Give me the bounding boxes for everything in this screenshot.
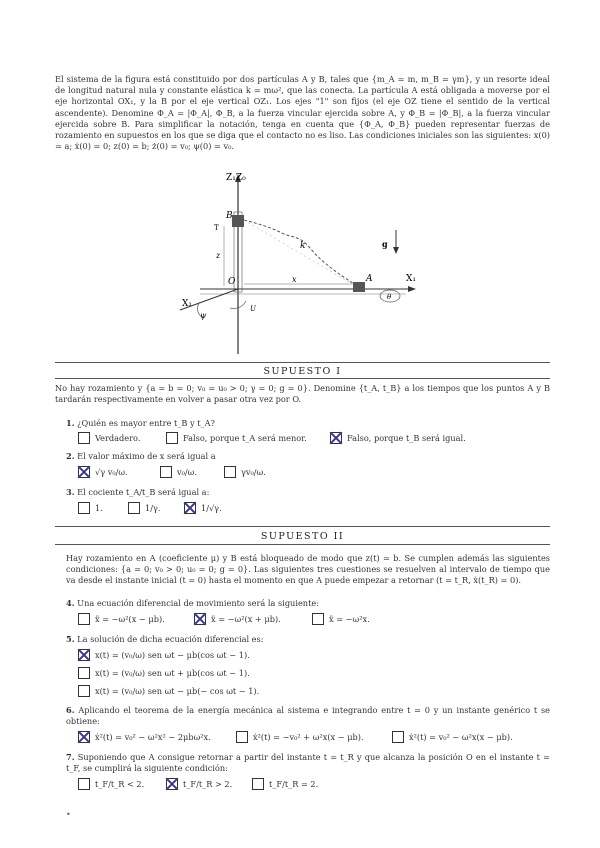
checkbox[interactable] — [78, 667, 90, 679]
q4-option-a[interactable]: ẍ = −ω²(x − μb). — [78, 613, 165, 625]
label-x-oblique: X₁ — [182, 299, 193, 309]
checkbox[interactable] — [78, 685, 90, 697]
q7-option-c[interactable]: t_F/t_R = 2. — [252, 778, 318, 790]
q4-option-b[interactable]: ẍ = −ω²(x + μb). — [194, 613, 281, 625]
divider — [55, 378, 550, 379]
checkbox-checked[interactable] — [78, 731, 90, 743]
problem-statement: El sistema de la figura está constituido por dos partículas A y B, tales que {m_A = m, m_B = γm}, y un resorte ideal de longitud natural nula y constante elástica k = mω², que las conecta. La partícula A está obligada a moverse por el eje horizontal OX₁, y la B por el eje vertical OZ₁. Los ejes "1" son fijos (el eje OZ tiene el sentido de la vertical ascendente). Denomine Φ_A = |Φ_A|, Φ_B, a la fuerza vincular ejercida sobre A, y Φ_B = |Φ_B|, a la fuerza vincular ejercida sobre B. Para simplificar la notación, tenga en cuenta que {Φ_A, Φ_B} pueden representar fuerzas de rozamiento en supuestos en los que se diga que el contacto no es liso. Las condiciones iniciales son las siguientes: x(0) = a; ẋ(0) = 0; z(0) = b; ż(0) = v₀; ψ(0) = v₀. — [55, 74, 550, 152]
label-b: B — [226, 211, 233, 221]
checkbox[interactable] — [236, 731, 248, 743]
label-x-axis: X₁ — [406, 274, 417, 284]
checkbox-checked[interactable] — [166, 778, 178, 790]
checkbox-checked[interactable] — [194, 613, 206, 625]
checkbox[interactable] — [392, 731, 404, 743]
question-1: 1. ¿Quién es mayor entre t_B y t_A? — [66, 418, 215, 428]
checkbox[interactable] — [252, 778, 264, 790]
q5-option-b[interactable]: x(t) = (v₀/ω) sen ωt + μb(cos ωt − 1). — [78, 667, 250, 679]
section-1-intro: No hay rozamiento y {a = b = 0; v₀ = u₀ > 0; γ = 0; g = 0}. Denomine {t_A, t_B} a los tiempos que los puntos A y B tardarán respectivamente en volver a pasar otra vez por O. — [55, 383, 550, 404]
q2-option-a[interactable]: √γ v₀/ω. — [78, 466, 128, 478]
section-title-2: SUPUESTO II — [260, 531, 345, 542]
q6-option-c[interactable]: ẋ²(t) = v₀² − ω²x(x − μb). — [392, 731, 513, 743]
q3-option-b[interactable]: 1/γ. — [128, 502, 160, 514]
q7-option-a[interactable]: t_F/t_R < 2. — [78, 778, 144, 790]
label-x: x — [292, 275, 297, 284]
checkbox-checked[interactable] — [78, 466, 90, 478]
divider — [55, 526, 550, 527]
q3-option-c[interactable]: 1/√γ. — [184, 502, 222, 514]
checkbox[interactable] — [78, 613, 90, 625]
question-2: 2. El valor máximo de x será igual a — [66, 451, 216, 461]
label-u: U — [250, 305, 256, 313]
q4-option-c[interactable]: ẍ = −ω²x. — [312, 613, 370, 625]
question-7: 7. Suponiendo que A consigue retornar a partir del instante t = t_R y que alcanza la posición O en el instante t = t_F, se cumplirá la siguiente condición: — [66, 752, 550, 773]
q3-option-a[interactable]: 1. — [78, 502, 103, 514]
divider — [55, 544, 550, 545]
question-3: 3. El cociente t_A/t_B será igual a: — [66, 487, 210, 497]
checkbox[interactable] — [312, 613, 324, 625]
question-6: 6. Aplicando el teorema de la energía mecánica al sistema e integrando entre t = 0 y un instante genérico t se obtiene: — [66, 705, 550, 726]
q5-option-a[interactable]: x(t) = (v₀/ω) sen ωt − μb(cos ωt − 1). — [78, 649, 250, 661]
q7-option-b[interactable]: t_F/t_R > 2. — [166, 778, 232, 790]
particle-b — [232, 215, 244, 227]
label-t: T — [214, 224, 219, 232]
page-mark: • — [66, 810, 71, 819]
q1-option-a[interactable]: Verdadero. — [78, 432, 140, 444]
checkbox[interactable] — [224, 466, 236, 478]
checkbox-checked[interactable] — [184, 502, 196, 514]
label-psi: ψ — [200, 311, 207, 320]
checkbox[interactable] — [128, 502, 140, 514]
checkbox[interactable] — [166, 432, 178, 444]
label-k: k — [300, 241, 306, 251]
q1-option-c[interactable]: Falso, porque t_B será igual. — [330, 432, 466, 444]
particle-a — [353, 282, 365, 292]
label-gravity: g — [382, 239, 388, 249]
label-o: O — [228, 277, 236, 287]
q6-option-b[interactable]: ẋ²(t) = −v₀² + ω²x(x − μb). — [236, 731, 364, 743]
q2-option-b[interactable]: v₀/ω. — [160, 466, 197, 478]
checkbox[interactable] — [160, 466, 172, 478]
checkbox-checked[interactable] — [330, 432, 342, 444]
q1-option-b[interactable]: Falso, porque t_A será menor. — [166, 432, 307, 444]
mechanism-figure — [160, 168, 430, 358]
q5-option-c[interactable]: x(t) = (v₀/ω) sen ωt − μb(− cos ωt − 1). — [78, 685, 259, 697]
divider — [55, 362, 550, 363]
question-5: 5. La solución de dicha ecuación diferencial es: — [66, 634, 264, 644]
label-a: A — [366, 274, 373, 284]
checkbox-checked[interactable] — [78, 649, 90, 661]
section-2-intro: Hay rozamiento en A (coeficiente μ) y B está bloqueado de modo que z(t) = b. Se cumplen además las siguientes condiciones: {a = 0; v₀ > 0; u₀ = 0; g = 0}. Las siguientes tres cuestiones se resuelven al intervalo de tiempo que va desde el instante inicial (t = 0) hasta el momento en que A puede empezar a retornar (t = t_R, ẋ(t_R) = 0). — [66, 553, 550, 585]
spring — [244, 220, 354, 284]
label-z: z — [216, 251, 221, 260]
label-z-axis: Z₁Z₀ — [226, 173, 246, 183]
question-4: 4. Una ecuación diferencial de movimiento será la siguiente: — [66, 598, 319, 608]
label-theta: θ — [387, 293, 392, 301]
q6-option-a[interactable]: ẋ²(t) = v₀² − ω²x² − 2μbω²x. — [78, 731, 211, 743]
q2-option-c[interactable]: γv₀/ω. — [224, 466, 266, 478]
checkbox[interactable] — [78, 432, 90, 444]
checkbox[interactable] — [78, 778, 90, 790]
checkbox[interactable] — [78, 502, 90, 514]
section-title-1: SUPUESTO I — [263, 366, 342, 377]
